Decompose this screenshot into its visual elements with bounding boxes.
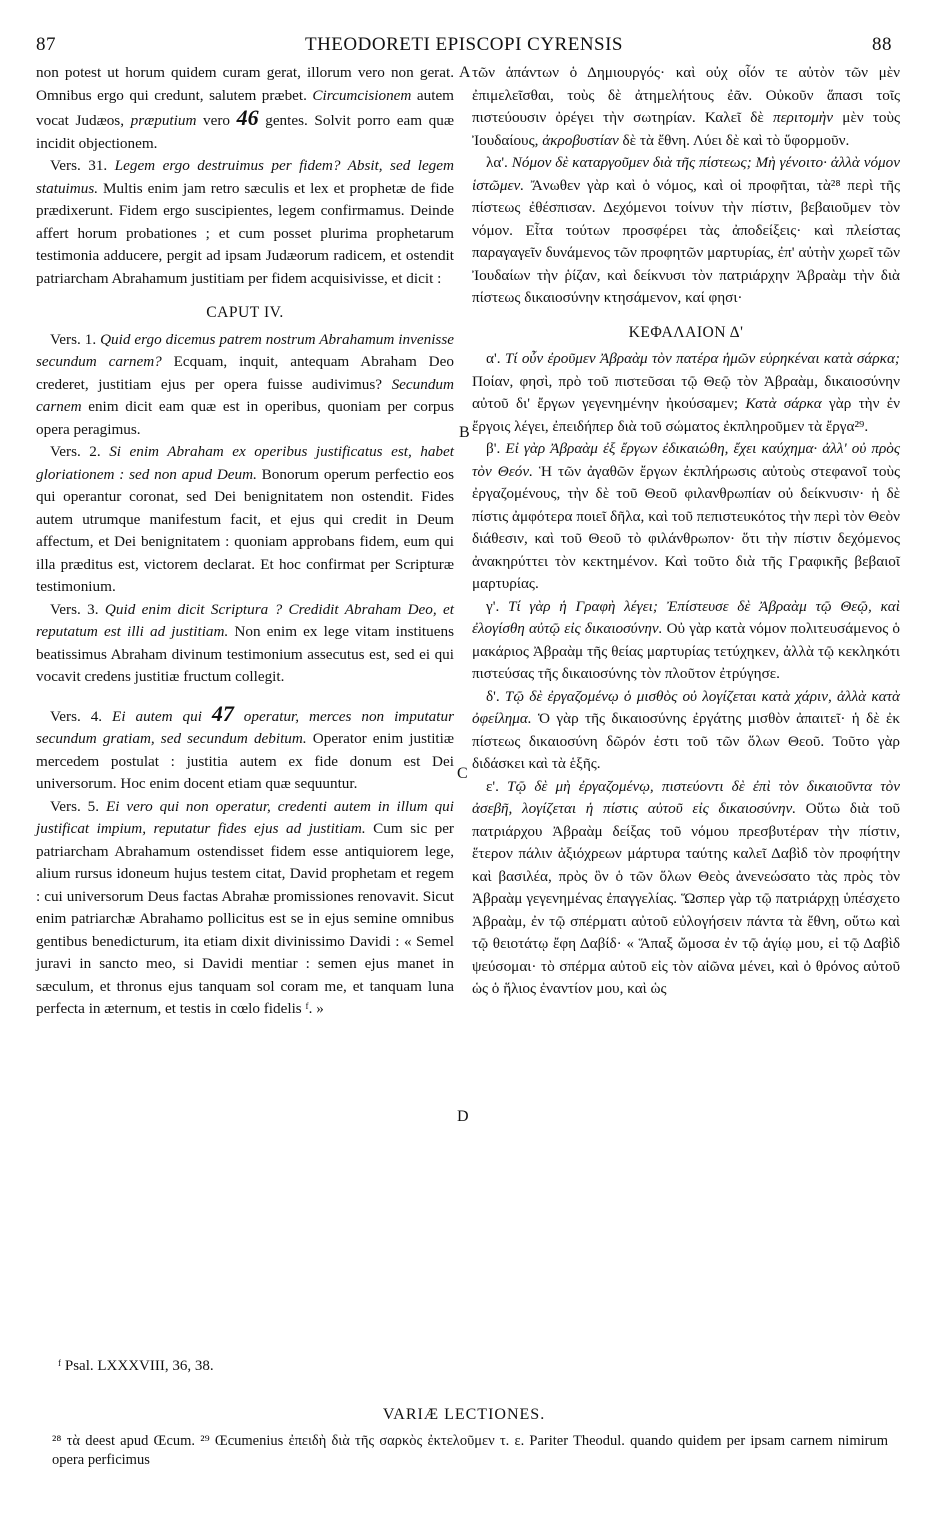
margin-letter-c: C <box>457 765 468 782</box>
running-title: THEODORETI EPISCOPI CYRENSIS <box>304 34 624 55</box>
running-header <box>36 34 892 60</box>
latin-verse-2: Vers. 2. Si enim Abraham ex operibus justificatus est, habet gloriationem : sed non apud Deum. Bonorum operum perfectio eos qui operantur coronat, sed Dei benignitatem non ostendit. Fides autem utrumque manifestum facit, et ejus qui credit in Deum affectum, et Dei benignitatem : quoniam approbans fidem, eum qui illa præditus est, victorem declarat. Et hoc confirmat per Scripturæ testimonium. <box>36 443 454 595</box>
margin-letter-b: B <box>459 424 470 441</box>
margin-letter-a: A <box>459 64 471 81</box>
scripture-footnote: ᶠ Psal. LXXXVIII, 36, 38. <box>58 1358 214 1374</box>
greek-chapter-heading: ΚΕΦΑΛΑΙΟΝ Δ' <box>628 323 744 341</box>
greek-verse-5: ε'. Τῷ δὲ μὴ ἐργαζομένῳ, πιστεύοντι δὲ ἐπὶ τὸν δικαιοῦντα τὸν ἀσεβῆ, λογίζεται ἡ πίστις αὐτοῦ εἰς δικαιοσύνην. Οὕτω διὰ τοῦ πατριάρχου Ἀβραὰμ δείξας τοῦ νόμου πρεσβυτέραν τὴν πίστιν, ἕτερον πάλιν ἀξιόχρεων μάρτυρα ταύτης καλεῖ Δαβὶδ τὸν προφήτην καὶ βασιλέα, πρὸς ὃν ὁ τῶν ὅλων Θεὸς ἀνενεώσατο τὰς πρὸς τὸν Ἀβραὰμ γεγενημένας ἐπαγγελίας. Ὥσπερ γὰρ τῷ πατριάρχῃ ὑπέσχετο Ἀβραὰμ, ἐν τῷ σπέρματι αὐτοῦ εὐλογήσειν πάντα τὰ ἔθνη, οὕτω καὶ τῷ θειοτάτῳ ἔφη Δαβίδ· « Ἅπαξ ὤμοσα ἐν τῷ ἁγίῳ μου, εἰ τῷ Δαβὶδ ψεύσομαι· τὸ σπέρμα αὐτοῦ εἰς τὸν αἰῶνα μένει, καὶ ὁ θρόνος αὐτοῦ ὡς ὁ ἥλιος ἐναντίον μου, καὶ ὡς <box>472 777 900 997</box>
greek-verse-3: γ'. Τί γὰρ ἡ Γραφὴ λέγει; Ἐπίστευσε δὲ Ἀβραὰμ τῷ Θεῷ, καὶ ἐλογίσθη αὐτῷ εἰς δικαιοσύνην. Οὐ γὰρ κατὰ νόμον πολιτευσάμενος ὁ μακάριος Ἀβραὰμ τῆς θείας μαρτυρίας τετύχηκεν, ἀλλὰ τῷ κεκληκότι πιστεύσας τῆς δικαιοσύνης τὸν πλοῦτον ἐτρύγησε. <box>472 597 900 682</box>
column-number-47: 47 <box>211 700 234 726</box>
greek-column <box>472 62 900 1001</box>
greek-intro-paragraph: τῶν ἁπάντων ὁ Δημιουργός· καὶ οὐχ οἷόν τε αὐτὸν τῶν μὲν ἐπιμελεῖσθαι, τοὺς δὲ ἀτημελήτους ἐᾶν. Οὐκοῦν ἅπασι τοῖς πιστεύουσιν ὀρέγει τὴν σωτηρίαν. Καλεῖ δὲ περιτομὴν μὲν τοὺς Ἰουδαίους, ἀκροβυστίαν δὲ τὰ ἔθνη. Λύει δὲ καὶ τὸ ὕφορμοῦν. <box>472 64 901 149</box>
latin-verse-31: Vers. 31. Legem ergo destruimus per fidem? Absit, sed legem statuimus. Multis enim jam retro sæculis et lex et prophetæ de fide prædixerunt. Fidem ergo suscipientes, legem confirmamus. Deinde affert horum probationes ; et cum posset plurima prophetarum testimonia adducere, pergit ad ipsam Judæorum radicem, et ostendit patriarcham Abrahamum justitiam per fidem acquisivisse, et dicit : <box>36 157 454 287</box>
margin-letter-d: D <box>457 1108 469 1125</box>
greek-verse-1: α'. Τί οὖν ἐροῦμεν Ἀβραὰμ τὸν πατέρα ἡμῶν εὑρηκέναι κατὰ σάρκα; Ποίαν, φησὶ, πρὸ τοῦ πιστεῦσαι τῷ Θεῷ τὸν Ἀβραὰμ, δικαιοσύνην αὐτοῦ δι' ἔργων γεγενημένην ἠκούσαμεν; Κατὰ σάρκα γὰρ τὴν ἐν ἔργοις λέγει, ἐπειδήπερ διὰ τοῦ σώματος ἐκπληροῦμεν τὰ ἔργα²⁹. <box>472 350 901 435</box>
column-number-46: 46 <box>236 105 259 130</box>
page-number-left: 87 <box>36 34 56 55</box>
page-number-right: 88 <box>872 34 892 55</box>
latin-intro-paragraph: non potest ut horum quidem curam gerat, illorum vero non gerat. Omnibus ergo qui credunt, salutem præbet. Circumcisionem autem vocat Judæos, præputium vero 46 gentes. Solvit porro eam quæ incidit objectionem. <box>36 64 454 152</box>
latin-verse-3: Vers. 3. Quid enim dicit Scriptura ? Credidit Abraham Deo, et reputatum est illi ad justitiam. Non enim ex lege vitam instituens beatissimus Abraham divinum testimonium assecutus est, sed ei qui vocavit credens justitiæ fructum collegit. <box>36 600 454 685</box>
greek-verse-2: β'. Εἰ γὰρ Ἀβραὰμ ἐξ ἔργων ἐδικαιώθη, ἔχει καύχημα· ἀλλ' οὐ πρὸς τὸν Θεόν. Ἡ τῶν ἀγαθῶν ἔργων ἐκπλήρωσις αὐτοὺς στεφανοῖ τοὺς ἐργαζομένους, τὴν δὲ τοῦ Θεοῦ φιλανθρωπίαν οὐ δείκνυσιν· ἡ δὲ πίστις ἀμφότερα ποιεῖ δῆλα, καὶ τοῦ πεπιστευκότος τὴν περὶ τὸν Θεὸν διάθεσιν, καὶ τοῦ Θεοῦ τὸ φιλάνθρωπον· ὅτι τὴν πίστιν δεχόμενος ἀνακηρύττει τὸν κεκτημένον. Καὶ τοῦτο διὰ τῆς Γραφικῆς βεβαιοῖ μαρτυρίας. <box>472 440 901 592</box>
latin-verse-5: Vers. 5. Ei vero qui non operatur, credenti autem in illum qui justificat impium, reputatur fides ejus ad justitiam. Cum sic per patriarcham Abrahamum ostendisset fidem esse antiquiorem lege, alium rursus idoneum hujus testem citat, David prophetam et regem : cui universorum Deus factas Abrahæ promissiones renovavit. Sicut enim patriarchæ Abrahamo pollicitus est se in ejus semine omnibus gentibus benedicturum, ita etiam dixit divinissimo Davidi : « Semel juravi in sancto meo, si Davidi mentiar : semen ejus manet in sæculum, et thronus ejus tanquam sol coram me, et tanquam luna perfecta in æternum, et testis in cœlo fidelis ᶠ. » <box>36 797 454 1017</box>
variae-lectiones-heading: VARIÆ LECTIONES. <box>382 1406 546 1423</box>
latin-chapter-heading: CAPUT IV. <box>206 304 284 321</box>
latin-column <box>36 62 454 1021</box>
greek-verse-4: δ'. Τῷ δὲ ἐργαζομένῳ ὁ μισθὸς οὐ λογίζεται κατὰ χάριν, ἀλλὰ κατὰ ὀφείλημα. Ὁ γὰρ τῆς δικαιοσύνης ἐργάτης μισθὸν ἀπαιτεῖ· ἡ δὲ ἐκ πίστεως δικαιοσύνη δῶρόν ἐστι τοῦ τῶν ὅλων Θεοῦ. Τοῦτο γὰρ διδάσκει καὶ τὰ ἑξῆς. <box>472 687 900 772</box>
greek-verse-31: λα'. Νόμον δὲ καταργοῦμεν διὰ τῆς πίστεως; Μὴ γένοιτο· ἀλλὰ νόμον ἱστῶμεν. Ἄνωθεν γὰρ καὶ ὁ νόμος, καὶ οἱ προφῆται, τὰ²⁸ περὶ τῆς πίστεως ἐθέσπισαν. Δεχόμενοι τοίνυν τὴν πίστιν, βεβαιοῦμεν τὸν νόμον. Εἶτα τούτων προσφέρει τὰς ἀποδείξεις· καὶ πλείστας παραγαγεῖν δυνάμενος τῶν προφητῶν μαρτυρίας, ἐπ' αὐτὴν χωρεῖ τῶν Ἰουδαίων τὴν ῥίζαν, καὶ δείκνυσι τὸν πατριάρχην Ἀβραὰμ τὴν διὰ πίστεως δικαιοσύνην κτησάμενον, καί φησι· <box>472 154 901 306</box>
latin-verse-4: Vers. 4. Ei autem qui 47 operatur, merces non imputatur secundum gratiam, sed secundum debitum. Operator enim justitiæ mercedem postulat : justitia autem ex fide donum est Dei universorum. Hoc enim docent etiam quæ sequuntur. <box>36 700 454 792</box>
variae-lectiones-text: ²⁸ τὰ deest apud Œcum. ²⁹ Œcumenius ἐπειδὴ διὰ τῆς σαρκὸς ἐκτελοῦμεν τ. ε. Pariter Theodul. quando quidem per ipsam carnem nimirum opera perficimus <box>52 1433 888 1468</box>
latin-verse-1: Vers. 1. Quid ergo dicemus patrem nostrum Abrahamum invenisse secundum carnem? Ecquam, inquit, antequam Abraham Deo crederet, justitiam ejus per opera fuisse audivimus? Secundum carnem enim dicit eam quæ est in operibus, quoniam per corpus opera peragimus. <box>36 330 454 438</box>
